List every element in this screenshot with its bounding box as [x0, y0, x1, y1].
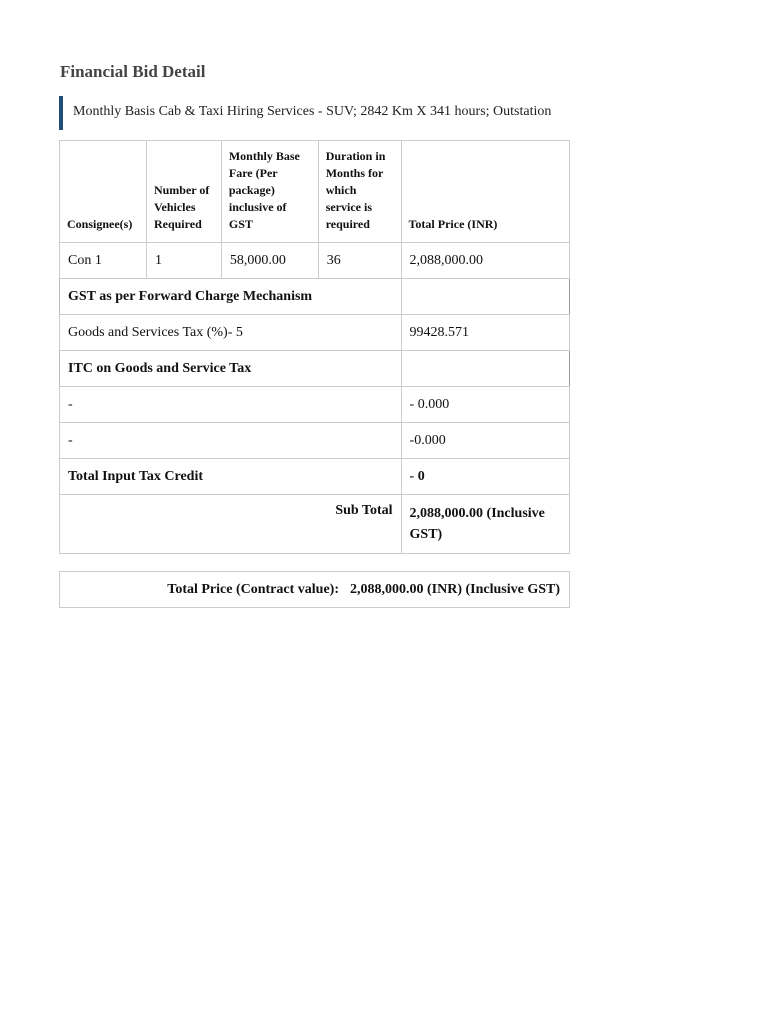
page-title: Financial Bid Detail [60, 62, 206, 81]
cell-total-price: 2,088,000.00 [401, 243, 569, 279]
gst-label: Goods and Services Tax (%)- 5 [60, 315, 402, 351]
column-header-vehicles: Number of Vehicles Required [146, 141, 221, 243]
total-itc-label: Total Input Tax Credit [60, 459, 402, 495]
table-row [60, 243, 570, 279]
itc-row [60, 423, 570, 459]
cell-monthly-fare: 58,000.00 [221, 243, 318, 279]
financial-bid-table [59, 140, 570, 554]
cell-vehicles: 1 [146, 243, 221, 279]
subtotal-row [60, 495, 570, 554]
column-header-monthly-fare: Monthly Base Fare (Per package) inclusive of GST [221, 141, 318, 243]
column-header-duration: Duration in Months for which service is required [318, 141, 401, 243]
itc-row-value: - 0.000 [401, 387, 569, 423]
total-itc-value: - 0 [401, 459, 569, 495]
cell-consignee: Con 1 [60, 243, 147, 279]
itc-row-label: - [60, 423, 402, 459]
itc-row [60, 387, 570, 423]
gst-section-blank [401, 279, 569, 315]
service-description: Monthly Basis Cab & Taxi Hiring Services - SUV; 2842 Km X 341 hours; Outstation [59, 96, 564, 130]
column-header-consignee: Consignee(s) [60, 141, 147, 243]
gst-section-row [60, 279, 570, 315]
itc-row-value: -0.000 [401, 423, 569, 459]
table-header-row [60, 141, 570, 243]
itc-section-title: ITC on Goods and Service Tax [60, 351, 402, 387]
contract-total-value: 2,088,000.00 (INR) (Inclusive GST) [349, 581, 560, 597]
itc-section-blank [401, 351, 569, 387]
total-itc-row [60, 459, 570, 495]
cell-duration: 36 [318, 243, 401, 279]
contract-total-box [59, 571, 570, 608]
subtotal-value: 2,088,000.00 (Inclusive GST) [401, 495, 569, 554]
itc-row-label: - [60, 387, 402, 423]
gst-section-title: GST as per Forward Charge Mechanism [60, 279, 402, 315]
gst-value: 99428.571 [401, 315, 569, 351]
itc-section-row [60, 351, 570, 387]
gst-row [60, 315, 570, 351]
subtotal-label: Sub Total [60, 495, 402, 554]
contract-total-label: Total Price (Contract value): [167, 581, 339, 597]
column-header-total-price: Total Price (INR) [401, 141, 569, 243]
